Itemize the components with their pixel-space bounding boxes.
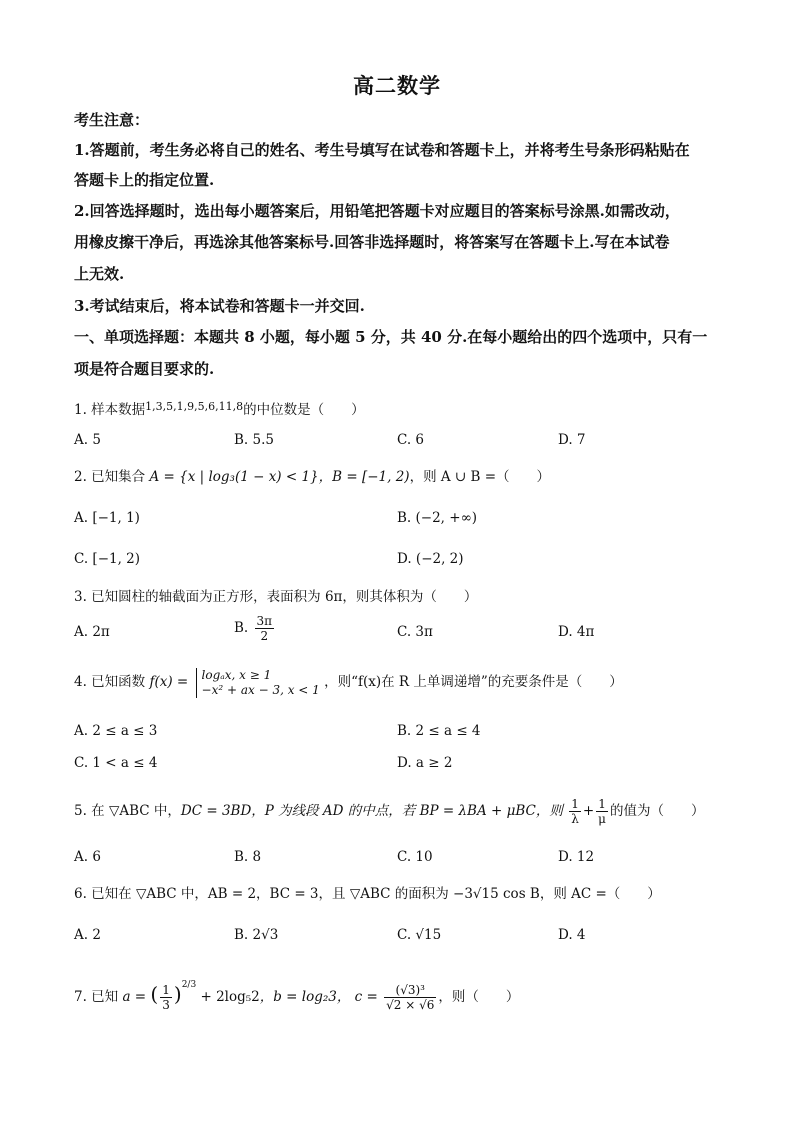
q5-option-b: B. 8 [234, 849, 262, 865]
notice-line: 上无效. [74, 265, 125, 283]
q1-stem: 的中位数是（ ） [243, 402, 365, 418]
fraction-numerator: 3π [256, 614, 273, 628]
q5-fraction-lambda [569, 797, 581, 826]
q4-ask: ，则“f(x)在 R 上单调递增”的充要条件是（ ） [324, 674, 623, 690]
q3-option-c: C. 3π [397, 624, 433, 640]
q7-a-exponent: 2/3 [181, 980, 197, 990]
fraction-numerator: 1 [596, 797, 608, 812]
q3-option-b [234, 614, 276, 643]
notice-line: 3.考试结束后，将本试卷和答题卡一并交回. [74, 297, 365, 315]
q6-option-d: D. 4 [558, 927, 586, 943]
q1-option-c: C. 6 [397, 432, 425, 448]
q7-a-fraction [160, 983, 172, 1012]
fraction-denominator: 3 [162, 998, 170, 1012]
q1-option-a: A. 5 [74, 432, 101, 448]
q5-option-a: A. 6 [74, 849, 101, 865]
q6-option-c: C. √15 [397, 927, 442, 943]
q4-option-c: C. 1 < a ≤ 4 [74, 755, 158, 771]
q6-option-b: B. 2√3 [234, 927, 279, 943]
question-3: 3. 已知圆柱的轴截面为正方形，表面积为 6π，则其体积为（ ） [74, 589, 478, 605]
section-heading: 项是符合题目要求的. [74, 360, 215, 378]
q4-option-b: B. 2 ≤ a ≤ 4 [397, 723, 481, 739]
page-title: 高二数学 [353, 73, 441, 98]
q1-stem: 1. 样本数据 [74, 402, 146, 418]
q7-ask: ，则（ ） [438, 989, 520, 1005]
question-7: 7. 已知 a = ( $\frac{1}{3}$ )$^{2/3}$ + 2log₅2，b = log₂3， c = $\frac{\text{(√3)³}}{√2 \times √6}$ ，则（ ） [74, 980, 520, 1012]
q4-case-1: logₐx, x ≥ 1 [201, 667, 272, 682]
q3-option-a: A. 2π [74, 624, 110, 640]
q5-option-c: C. 10 [397, 849, 433, 865]
notice-line: 2.回答选择题时，选出每小题答案后，用铅笔把答题卡对应题目的答案标号涂黑.如需改动， [74, 202, 680, 220]
q7-a-lhs: a = [122, 989, 147, 1005]
q2-option-c: C. [−1, 2) [74, 551, 141, 567]
q1-option-b: B. 5.5 [234, 432, 274, 448]
question-1 [74, 397, 734, 420]
q7-stem: 7. 已知 [74, 989, 119, 1005]
q7-b: ，b = log₂3， [259, 989, 351, 1005]
fraction-denominator: 2 [260, 629, 269, 643]
q6-option-a: A. 2 [74, 927, 101, 943]
q2-option-a: A. [−1, 1) [74, 510, 140, 526]
question-5 [74, 794, 734, 828]
q2-stem: 2. 已知集合 [74, 469, 146, 485]
q7-a-rest: + 2log₅2 [196, 989, 260, 1005]
question-6: 6. 已知在 ▽ABC 中，AB = 2，BC = 3，且 ▽ABC 的面积为 −3√15 cos B，则 AC =（ ） [74, 886, 661, 902]
fraction-denominator: λ [571, 812, 579, 826]
q4-function: f(x) = [149, 674, 189, 690]
notice-heading: 考生注意： [74, 111, 150, 129]
section-heading: 一、单项选择题：本题共 8 小题，每小题 5 分，共 40 分.在每小题给出的四个选项中，只有一 [74, 328, 708, 346]
fraction-numerator: 1 [162, 983, 170, 997]
q2-option-b: B. (−2, +∞) [397, 510, 478, 526]
fraction-numerator: (√3)³ [384, 983, 436, 998]
q3-option-b-label: B. [234, 620, 249, 636]
notice-line: 答题卡上的指定位置. [74, 171, 215, 189]
q2-set-b: ，B = [−1, 2) [318, 469, 410, 485]
q3-option-b-fraction [255, 614, 275, 643]
notice-line: 1.答题前，考生务必将自己的姓名、考生号填写在试卷和答题卡上，并将考生号条形码粘贴在 [74, 141, 690, 159]
q5-fraction-mu [596, 797, 608, 826]
q5-condition: DC = 3BD，P 为线段 AD 的中点，若 BP = λBA + μBC，则 [180, 803, 563, 819]
notice-line: 用橡皮擦干净后，再选涂其他答案标号.回答非选择题时，将答案写在答题卡上.写在本试卷 [74, 233, 670, 251]
q7-c-fraction [384, 983, 436, 1012]
q7-c-lhs: c = [354, 989, 378, 1005]
fraction-denominator: √2 × √6 [386, 998, 435, 1012]
q5-option-d: D. 12 [558, 849, 595, 865]
q2-ask: ，则 A ∪ B =（ ） [409, 469, 551, 485]
q4-piecewise [196, 668, 320, 698]
q5-stem: 5. 在 ▽ABC 中， [74, 803, 181, 819]
question-2 [74, 467, 734, 487]
q5-plus: + [582, 803, 595, 819]
fraction-numerator: 1 [571, 797, 579, 811]
q1-data: 1,3,5,1,9,5,6,11,8 [145, 400, 244, 413]
q4-option-a: A. 2 ≤ a ≤ 3 [74, 723, 158, 739]
q4-option-d: D. a ≥ 2 [397, 755, 453, 771]
q3-option-d: D. 4π [558, 624, 595, 640]
fraction-denominator: μ [598, 812, 606, 826]
q4-case-2: −x² + ax − 3, x < 1 [201, 682, 320, 697]
q2-option-d: D. (−2, 2) [397, 551, 464, 567]
question-4 [74, 665, 734, 699]
q2-set-a: A = {x | log₃(1 − x) < 1} [149, 469, 319, 485]
q1-option-d: D. 7 [558, 432, 586, 448]
q5-ask: 的值为（ ） [609, 803, 705, 819]
q4-stem: 4. 已知函数 [74, 674, 146, 690]
